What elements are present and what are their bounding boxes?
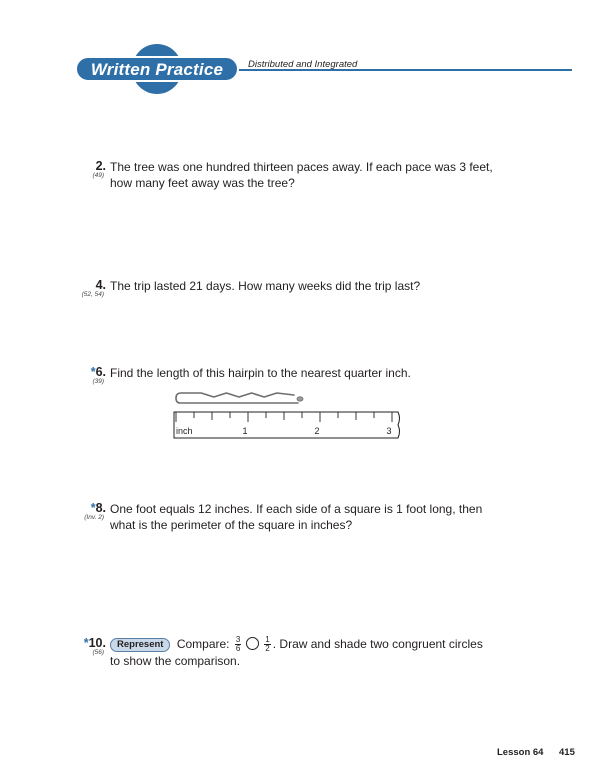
lesson-reference: (56) bbox=[92, 649, 104, 656]
problem-text bbox=[110, 159, 510, 191]
fraction-three-sixths: $\frac{3}{6}$ bbox=[235, 635, 241, 654]
problem-line: Find the length of this hairpin to the nearest quarter inch. bbox=[110, 366, 411, 380]
banner-label: Written Practice bbox=[90, 60, 224, 79]
problem-line: what is the perimeter of the square in inches? bbox=[110, 518, 353, 532]
hairpin bbox=[176, 393, 303, 403]
page-number: 415 bbox=[559, 747, 575, 758]
problem-text bbox=[110, 501, 510, 533]
header-subtitle: Distributed and Integrated bbox=[248, 59, 358, 70]
lesson-reference: (52, 54) bbox=[81, 291, 104, 298]
problem-text bbox=[110, 365, 510, 381]
ruler-tick-label: 2 bbox=[314, 426, 320, 436]
ruler-unit-label: inch bbox=[176, 426, 193, 436]
ruler-tick-label: 1 bbox=[242, 426, 248, 436]
ruler-with-hairpin bbox=[172, 384, 400, 444]
problem-number: *6. bbox=[90, 365, 106, 379]
problem-line: The tree was one hundred thirteen paces away. If each pace was 3 feet, bbox=[110, 160, 493, 174]
problem-line bbox=[110, 636, 530, 653]
lesson-reference: (49) bbox=[92, 172, 104, 179]
problem-number: *8. bbox=[90, 501, 106, 515]
problem-number: 2. bbox=[95, 159, 106, 173]
lesson-reference: (Inv. 2) bbox=[84, 514, 104, 521]
problem-number: 4. bbox=[95, 278, 106, 292]
problem-text bbox=[110, 278, 510, 294]
problem-line: how many feet away was the tree? bbox=[110, 176, 295, 190]
problem-line: to show the comparison. bbox=[110, 654, 241, 669]
fraction-one-half: $\frac{1}{2}$ bbox=[265, 635, 270, 654]
problem-line: The trip lasted 21 days. How many weeks did the trip last? bbox=[110, 279, 421, 293]
ruler-body bbox=[174, 412, 400, 438]
problem-line: One foot equals 12 inches. If each side of a square is 1 foot long, then bbox=[110, 502, 483, 516]
problem-text bbox=[110, 636, 530, 669]
compare-label: Compare: bbox=[176, 637, 230, 651]
problem-text-after: . Draw and shade two congruent circles bbox=[272, 637, 483, 651]
problem-number: *10. bbox=[83, 636, 106, 650]
hairpin-wire bbox=[176, 393, 298, 403]
comparison-circle-icon bbox=[246, 637, 259, 650]
represent-badge: Represent bbox=[110, 638, 170, 652]
lesson-reference: (39) bbox=[92, 378, 104, 385]
hairpin-tip bbox=[297, 397, 303, 401]
ruler-tick-label: 3 bbox=[386, 426, 392, 436]
footer-lesson: Lesson 64 bbox=[497, 747, 544, 758]
